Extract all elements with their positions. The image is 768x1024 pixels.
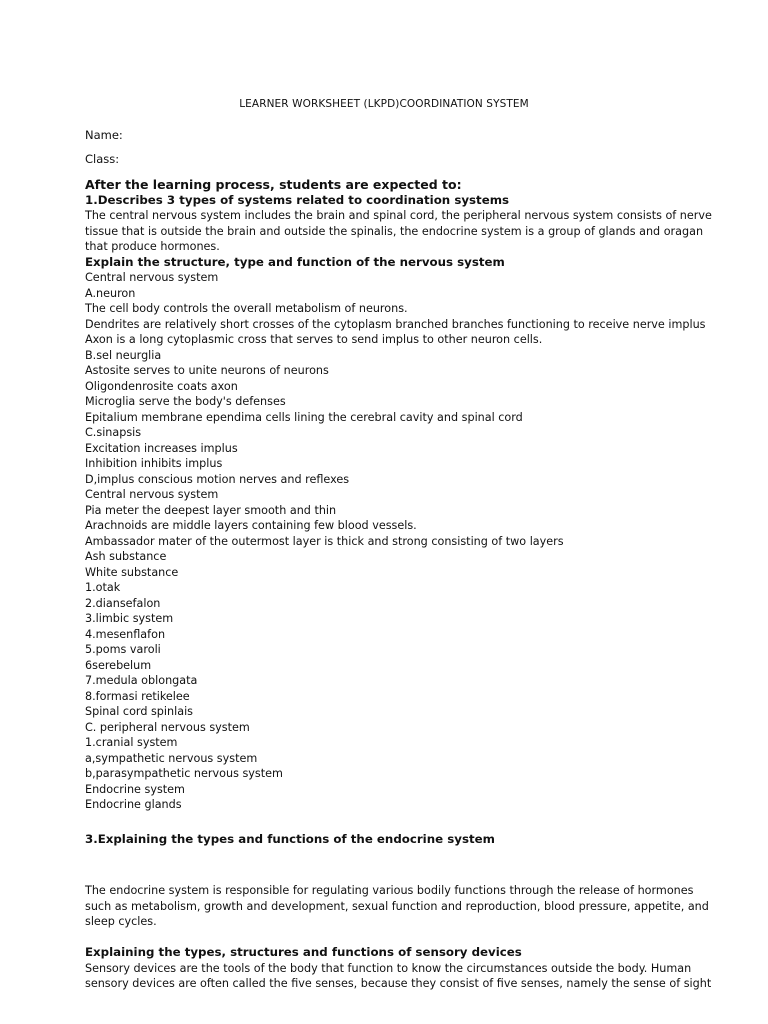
section3-line: sleep cycles. <box>85 915 157 928</box>
section2-line: D,implus conscious motion nerves and reflexes <box>85 472 350 486</box>
section2-line: Endocrine glands <box>85 798 182 811</box>
section2-line: Central nervous system <box>85 488 219 501</box>
section2-line: Epitalium membrane ependima cells lining the cerebral cavity and spinal cord <box>85 410 523 424</box>
objectives-heading: After the learning process, students are expected to: <box>85 177 462 192</box>
section2-line: Arachnoids are middle layers containing few blood vessels. <box>85 519 417 532</box>
section2-line: Ambassador mater of the outermost layer is thick and strong consisting of two layers <box>85 534 564 548</box>
section2-line: Ash substance <box>85 550 167 563</box>
section2-line: C.sinapsis <box>85 426 142 439</box>
section2-line: Pia meter the deepest layer smooth and thin <box>85 503 337 517</box>
section2-heading: Explain the structure, type and function of the nervous system <box>85 254 505 269</box>
section4-heading: Explaining the types, structures and functions of sensory devices <box>85 945 522 959</box>
section2-line: A.neuron <box>85 286 136 300</box>
objectives-block <box>85 177 725 813</box>
section4-block <box>85 945 725 992</box>
section2-line: B.sel neurglia <box>85 348 162 362</box>
section2-line: Microglia serve the body's defenses <box>85 395 286 408</box>
section2-line: a,sympathetic nervous system <box>85 751 258 765</box>
section2-line: Endocrine system <box>85 782 185 796</box>
section1-line: tissue that is outside the brain and outside the spinalis, the endocrine system is a group of glands and oragan <box>85 224 704 238</box>
section2-line: b,parasympathetic nervous system <box>85 767 283 780</box>
section2-line: Inhibition inhibits implus <box>85 457 223 470</box>
section2-line: Central nervous system <box>85 271 219 284</box>
section1-line: that produce hormones. <box>85 240 220 253</box>
worksheet-title: LEARNER WORKSHEET (LKPD)COORDINATION SYSTEM <box>239 98 529 110</box>
class-label: Class: <box>85 152 120 166</box>
section2-line: Excitation increases implus <box>85 441 238 455</box>
section1-line: The central nervous system includes the brain and spinal cord, the peripheral nervous system consists of nerve <box>85 209 712 222</box>
section2-line: 7.medula oblongata <box>85 674 198 687</box>
section4-line: sensory devices are often called the five senses, because they consist of five senses, namely the sense of sight <box>85 977 712 990</box>
section2-line: 6serebelum <box>85 658 152 672</box>
section2-line: 3.limbic system <box>85 612 174 625</box>
section2-line: White substance <box>85 565 179 579</box>
section3-line: The endocrine system is responsible for regulating various bodily functions through the release of hormones <box>85 884 694 897</box>
section1-heading: 1.Describes 3 types of systems related to coordination systems <box>85 192 510 207</box>
section4-line: Sensory devices are the tools of the body that function to know the circumstances outside the body. Human <box>85 961 692 975</box>
section2-line: 2.diansefalon <box>85 596 161 610</box>
section3-line: such as metabolism, growth and development, sexual function and reproduction, blood pressure, appetite, and <box>85 899 709 913</box>
section2-line: Oligondenrosite coats axon <box>85 379 238 393</box>
section2-line: Astosite serves to unite neurons of neurons <box>85 364 329 377</box>
section2-list <box>85 270 725 813</box>
section2-line: The cell body controls the overall metabolism of neurons. <box>85 302 408 315</box>
section2-line: 8.formasi retikelee <box>85 689 190 703</box>
section2-line: C. peripheral nervous system <box>85 720 250 734</box>
section2-line: Spinal cord spinlais <box>85 705 194 718</box>
section2-line: Dendrites are relatively short crosses of the cytoplasm branched branches functioning to receive nerve implus <box>85 317 706 331</box>
section2-line: 1.otak <box>85 581 121 594</box>
name-label: Name: <box>85 128 123 142</box>
section2-line: 5.poms varoli <box>85 643 161 656</box>
section3-heading: 3.Explaining the types and functions of the endocrine system <box>85 832 495 846</box>
section2-line: Axon is a long cytoplasmic cross that serves to send implus to other neuron cells. <box>85 333 543 346</box>
section3-paragraph <box>85 883 725 930</box>
section3-block <box>85 832 725 848</box>
section2-line: 4.mesenflafon <box>85 627 166 641</box>
section2-line: 1.cranial system <box>85 736 178 749</box>
